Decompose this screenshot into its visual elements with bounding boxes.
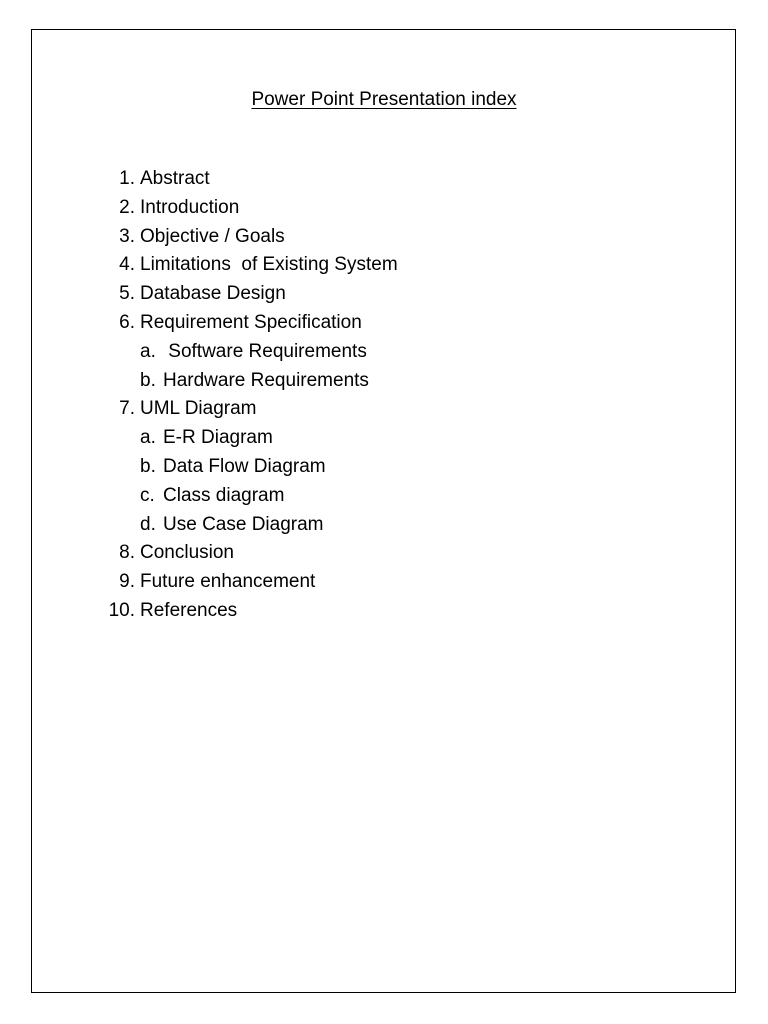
index-subitem — [0, 367, 768, 396]
index-list — [0, 165, 768, 626]
item-text: E-R Diagram — [163, 427, 273, 449]
item-marker: 9. — [119, 571, 135, 593]
item-text: UML Diagram — [140, 398, 257, 420]
item-text: Future enhancement — [140, 571, 316, 593]
index-item — [0, 395, 768, 424]
item-text: Objective / Goals — [140, 225, 285, 247]
index-item — [0, 251, 768, 280]
item-marker: 3. — [119, 225, 135, 247]
item-text: Database Design — [140, 283, 286, 305]
item-marker: 5. — [119, 283, 135, 305]
item-text: Data Flow Diagram — [163, 455, 326, 477]
index-subitem — [0, 511, 768, 540]
item-marker: 1. — [119, 168, 135, 189]
item-text: Limitations of Existing System — [140, 254, 398, 276]
item-marker: 8. — [119, 542, 135, 564]
item-marker: a. — [140, 340, 156, 362]
document-title-block — [0, 88, 768, 112]
index-subitem — [0, 338, 768, 367]
index-subitem — [0, 482, 768, 511]
index-item — [0, 568, 768, 597]
item-marker: d. — [140, 513, 156, 535]
item-marker: b. — [140, 369, 156, 391]
item-text: Abstract — [140, 168, 210, 189]
index-item — [0, 597, 768, 626]
index-item — [0, 280, 768, 309]
item-text: Class diagram — [163, 484, 285, 506]
index-item — [0, 194, 768, 223]
item-text: Use Case Diagram — [163, 513, 324, 535]
item-marker: 6. — [119, 311, 135, 333]
index-item — [0, 165, 768, 194]
item-text: Requirement Specification — [140, 311, 362, 333]
index-item — [0, 223, 768, 252]
item-marker: a. — [140, 427, 156, 449]
index-subitem — [0, 453, 768, 482]
index-subitem — [0, 424, 768, 453]
item-marker: b. — [140, 455, 156, 477]
item-text: Software Requirements — [163, 340, 367, 362]
item-marker: c. — [140, 484, 155, 506]
item-text: Conclusion — [140, 542, 234, 564]
item-text: Hardware Requirements — [163, 369, 369, 391]
item-marker: 10. — [108, 599, 135, 621]
index-item — [0, 539, 768, 568]
item-marker: 7. — [119, 398, 135, 420]
item-text: References — [140, 599, 238, 621]
item-marker: 2. — [119, 196, 135, 218]
item-marker: 4. — [119, 254, 135, 276]
index-item — [0, 309, 768, 338]
document-title: Power Point Presentation index — [251, 89, 517, 110]
item-text: Introduction — [140, 196, 240, 218]
